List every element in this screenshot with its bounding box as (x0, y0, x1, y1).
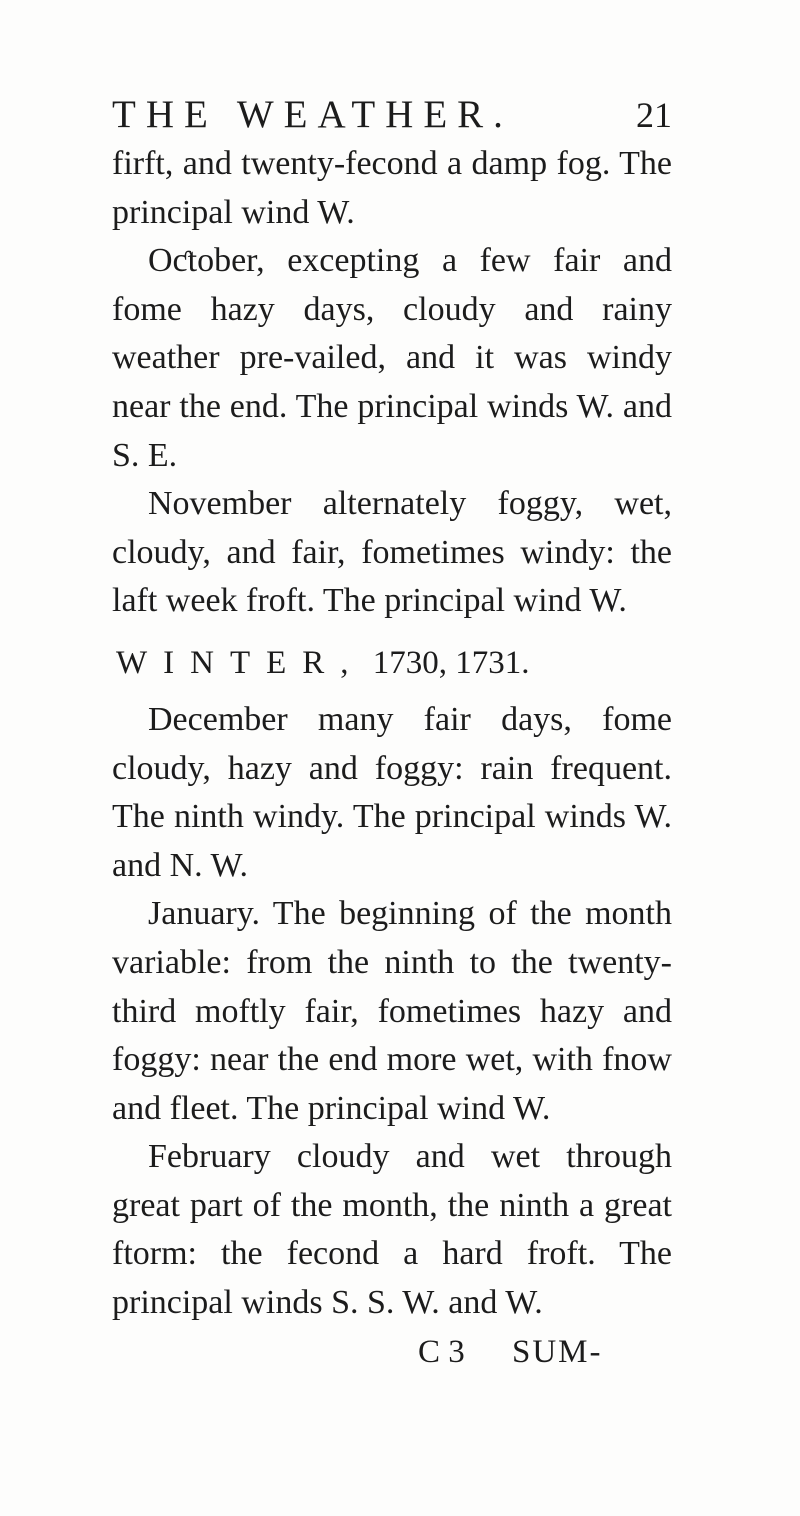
section-heading-years: 1730, 1731. (372, 644, 530, 681)
paragraph-december: December many fair days, fome cloudy, hazy and foggy: rain frequent. The ninth windy. The principal winds W. and N. W. (112, 700, 672, 884)
running-title: THE WEATHER. (112, 93, 513, 136)
paragraph-february: February cloudy and wet through great part of the month, the ninth a great ftorm: the fecond a hard froft. The principal winds S. S. W. and W. (112, 1138, 672, 1322)
paragraph-continuation: firft, and twenty-fecond a damp fog. The principal wind W. (112, 145, 672, 231)
running-head (112, 90, 672, 140)
paragraph-november: November alternately foggy, wet, cloudy, and fair, fometimes windy: the laft week froft. The principal wind W. (112, 485, 672, 620)
paragraph-january: January. The beginning of the month variable: from the ninth to the twenty-third moftly fair, fometimes hazy and foggy: near the end more wet, with fnow and fleet. The principal wind W. (112, 895, 672, 1127)
paragraph-october: Oƈtober, excepting a few fair and fome hazy days, cloudy and rainy weather pre-vailed, and it was windy near the end. The principal winds W. and S. E. (112, 242, 672, 474)
section-heading-title: WINTER, (116, 644, 365, 681)
page-number: 21 (636, 95, 672, 135)
page-footer (112, 1328, 672, 1376)
catchword: SUM- (512, 1333, 603, 1370)
signature-mark: C 3 (418, 1333, 465, 1370)
body-text (112, 140, 672, 1376)
section-heading-winter (112, 634, 672, 692)
